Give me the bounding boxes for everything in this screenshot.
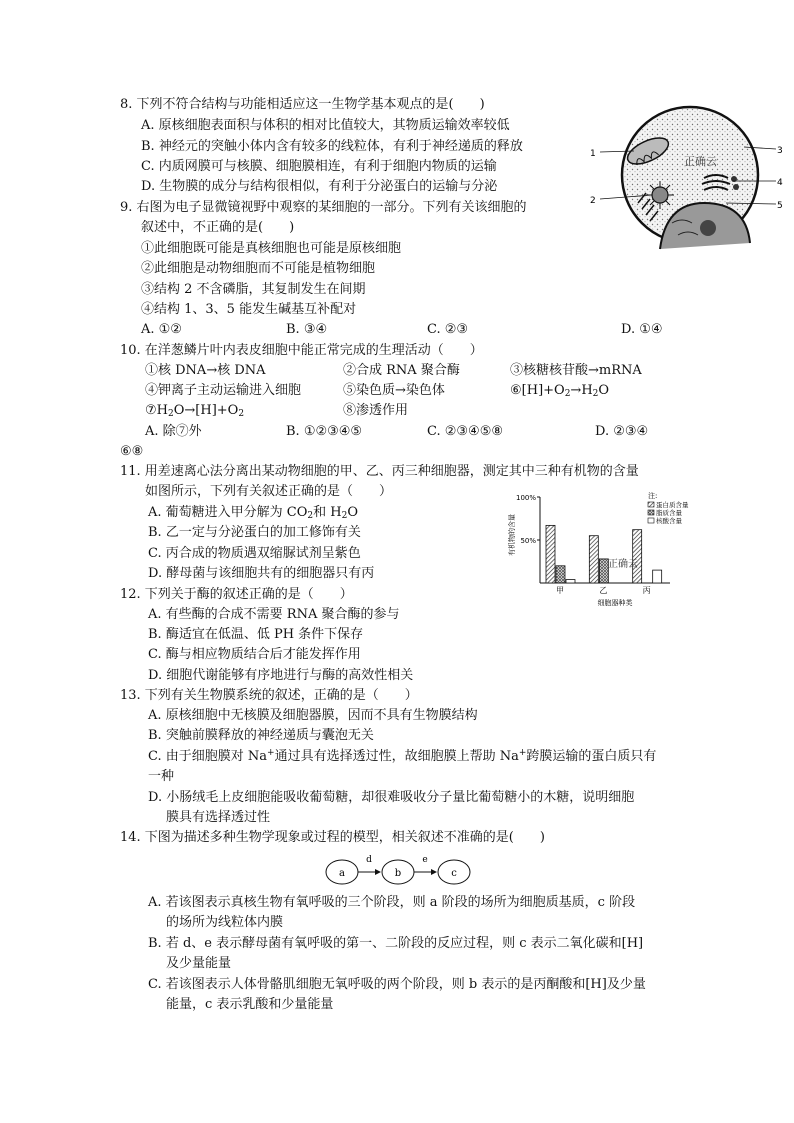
chart-legend-swatch (648, 510, 654, 515)
chart-labels (507, 494, 651, 607)
chart-bar (653, 570, 662, 583)
q9-option-c: C. ②③ (427, 322, 469, 337)
chart-bars (546, 525, 662, 583)
q11-option-a: A. 葡萄糖进入甲分解为 $CO_2$和 $H_2O$ (148, 505, 359, 521)
chart-category-label: 甲 (556, 586, 564, 595)
q10-item-4: ④钾离子主动运输进入细胞 (145, 383, 302, 398)
q10-item-1: ①核 DNA→核 DNA (145, 363, 266, 378)
q10-option-b: B. ①②③④⑤ (286, 424, 363, 439)
q14-option-b-line2: 及少量能量 (166, 956, 232, 971)
q10-option-d-continued: ⑥⑧ (120, 444, 144, 459)
q11-stem-line2: 如图所示，下列有关叙述正确的是（ ） (145, 484, 393, 499)
chart-svg (500, 490, 700, 608)
edge-e-label: e (422, 855, 428, 865)
q11-option-d: D. 酵母菌与该细胞共有的细胞器只有丙 (148, 566, 375, 581)
q13-option-d-line1: D. 小肠绒毛上皮细胞能吸收葡萄糖，却很难吸收分子量比葡萄糖小的木糖，说明细胞 (148, 790, 635, 805)
fig-label-2: 2 (590, 196, 596, 206)
q8-option-a: A. 原核细胞表面积与体积的相对比值较大，其物质运输效率较低 (141, 118, 510, 133)
chart-legend-label: 脂质含量 (656, 509, 682, 517)
q10-item-8: ⑧渗透作用 (343, 403, 409, 418)
q13-option-a: A. 原核细胞中无核膜及细胞器膜，因而不具有生物膜结构 (148, 708, 478, 723)
q11-stem-line1: 11. 用差速离心法分离出某动物细胞的甲、乙、丙三种细胞器，测定其中三种有机物的含量 (120, 464, 639, 479)
q9-stem-line1: 9. 右图为电子显微镜视野中观察的某细胞的一部分。下列有关该细胞的 (120, 200, 527, 215)
organelle-composition-chart (500, 490, 700, 608)
chart-bar (556, 566, 565, 583)
q12-stem: 12. 下列关于酶的叙述正确的是（ ） (120, 587, 353, 602)
q9-option-d: D. ①④ (621, 322, 663, 337)
q8-option-d: D. 生物膜的成分与结构很相似，有利于分泌蛋白的运输与分泌 (141, 179, 498, 194)
q10-option-c: C. ②③④⑤⑧ (427, 424, 504, 439)
q9-option-b: B. ③④ (286, 322, 328, 337)
chart-bar (546, 525, 555, 583)
chart-legend-label: 蛋白质含量 (656, 501, 689, 509)
q8-option-c: C. 内质网膜可与核膜、细胞膜相连，有利于细胞内物质的运输 (141, 159, 497, 174)
q12-option-a: A. 有些酶的合成不需要 RNA 聚合酶的参与 (148, 607, 400, 622)
q11-option-c: C. 丙合成的物质遇双缩脲试剂呈紫色 (148, 546, 361, 561)
q14-option-a-line2: 的场所为线粒体内膜 (166, 915, 284, 930)
q10-item-6: $⑥[H]+O_2\to H_2O$ (510, 383, 610, 399)
q10-option-d: D. ②③④ (595, 424, 649, 439)
process-model-diagram (320, 850, 480, 890)
q12-option-c: C. 酶与相应物质结合后才能发挥作用 (148, 647, 361, 662)
q10-item-5: ⑤染色质→染色体 (343, 383, 445, 398)
q14-option-c-line2: 能量，c 表示乳酸和少量能量 (166, 997, 334, 1012)
q11-option-b: B. 乙一定与分泌蛋白的加工修饰有关 (148, 525, 361, 540)
q9-statement-3: ③结构 2 不含磷脂，其复制发生在间期 (141, 282, 366, 297)
chart-legend (648, 491, 689, 525)
q12-option-d: D. 细胞代谢能够有序地进行与酶的高效性相关 (148, 668, 414, 683)
q10-item-2: ②合成 RNA 聚合酶 (343, 363, 460, 378)
q9-statement-1: ①此细胞既可能是真核细胞也可能是原核细胞 (141, 241, 402, 256)
fig-label-1: 1 (590, 149, 596, 159)
q13-option-b: B. 突触前膜释放的神经递质与囊泡无关 (148, 728, 374, 743)
chart-bar (633, 530, 642, 583)
node-b-label: b (394, 868, 402, 879)
q13-option-c-continued: 一种 (148, 769, 175, 784)
fig-label-4: 4 (777, 178, 783, 188)
watermark-text: 正确云 (684, 155, 717, 168)
chart-watermark: 正确云 (608, 559, 638, 570)
chart-category-label: 乙 (599, 586, 608, 595)
q8-option-b: B. 神经元的突触小体内含有较多的线粒体，有利于神经递质的释放 (141, 139, 523, 154)
q13-option-c: C. 由于细胞膜对 Na+通过具有选择透过性，故细胞膜上帮助 Na+跨膜运输的蛋白质只有 (148, 748, 657, 764)
chart-x-axis-label: 细胞器种类 (597, 599, 633, 607)
q10-option-a: A. 除⑦外 (145, 424, 202, 439)
chart-y-axis-label: 有机物的含量 (508, 514, 516, 556)
q10-stem: 10. 在洋葱鳞片叶内表皮细胞中能正常完成的生理活动（ ） (120, 343, 483, 358)
chart-category-label: 丙 (642, 586, 651, 595)
fig-label-5: 5 (777, 201, 783, 211)
q12-option-b: B. 酶适宜在低温、低 PH 条件下保存 (148, 627, 364, 642)
q13-stem: 13. 下列有关生物膜系统的叙述，正确的是（ ） (120, 688, 418, 703)
q14-stem: 14. 下图为描述多种生物学现象或过程的模型，相关叙述不准确的是( ) (120, 830, 545, 845)
q8-stem: 8. 下列不符合结构与功能相适应这一生物学基本观点的是( ) (120, 97, 485, 112)
q9-statement-4: ④结构 1、3、5 能发生碱基互补配对 (141, 302, 357, 317)
chart-bar (589, 536, 598, 583)
q9-option-a: A. ①② (141, 322, 182, 337)
q14-option-a-line1: A. 若该图表示真核生物有氧呼吸的三个阶段，则 a 阶段的场所为细胞质基质，c 阶段 (148, 895, 636, 910)
chart-bar (566, 580, 575, 583)
chart-y-tick-label: 50% (520, 537, 536, 545)
edge-d-label: d (366, 855, 372, 865)
chart-y-tick-label: 100% (515, 494, 536, 502)
q14-option-b-line1: B. 若 d、e 表示酵母菌有氧呼吸的第一、二阶段的反应过程，则 c 表示二氧化碳和[H] (148, 936, 644, 951)
q10-item-7: $⑦H_2O\to[H]+O_2$ (145, 403, 245, 419)
fig-label-3: 3 (777, 146, 783, 156)
node-a-label: a (339, 868, 345, 879)
chart-legend-label: 核酸含量 (656, 517, 682, 525)
q9-statement-2: ②此细胞是动物细胞而不可能是植物细胞 (141, 261, 376, 276)
chart-bar (599, 559, 608, 583)
chart-legend-swatch (648, 502, 654, 507)
chart-legend-title: 注: (648, 492, 658, 500)
node-c-label: c (451, 868, 457, 879)
chart-legend-swatch (648, 518, 654, 523)
cell-micrograph-svg (586, 103, 786, 251)
q13-option-d-line2: 膜具有选择透过性 (166, 810, 271, 825)
q14-option-c-line1: C. 若该图表示人体骨骼肌细胞无氧呼吸的两个阶段，则 b 表示的是丙酮酸和[H]及少量 (148, 977, 646, 992)
q9-stem-line2: 叙述中，不正确的是( ) (141, 220, 295, 235)
q10-item-3: ③核糖核苷酸→mRNA (510, 363, 642, 378)
cell-micrograph-figure (586, 103, 786, 251)
